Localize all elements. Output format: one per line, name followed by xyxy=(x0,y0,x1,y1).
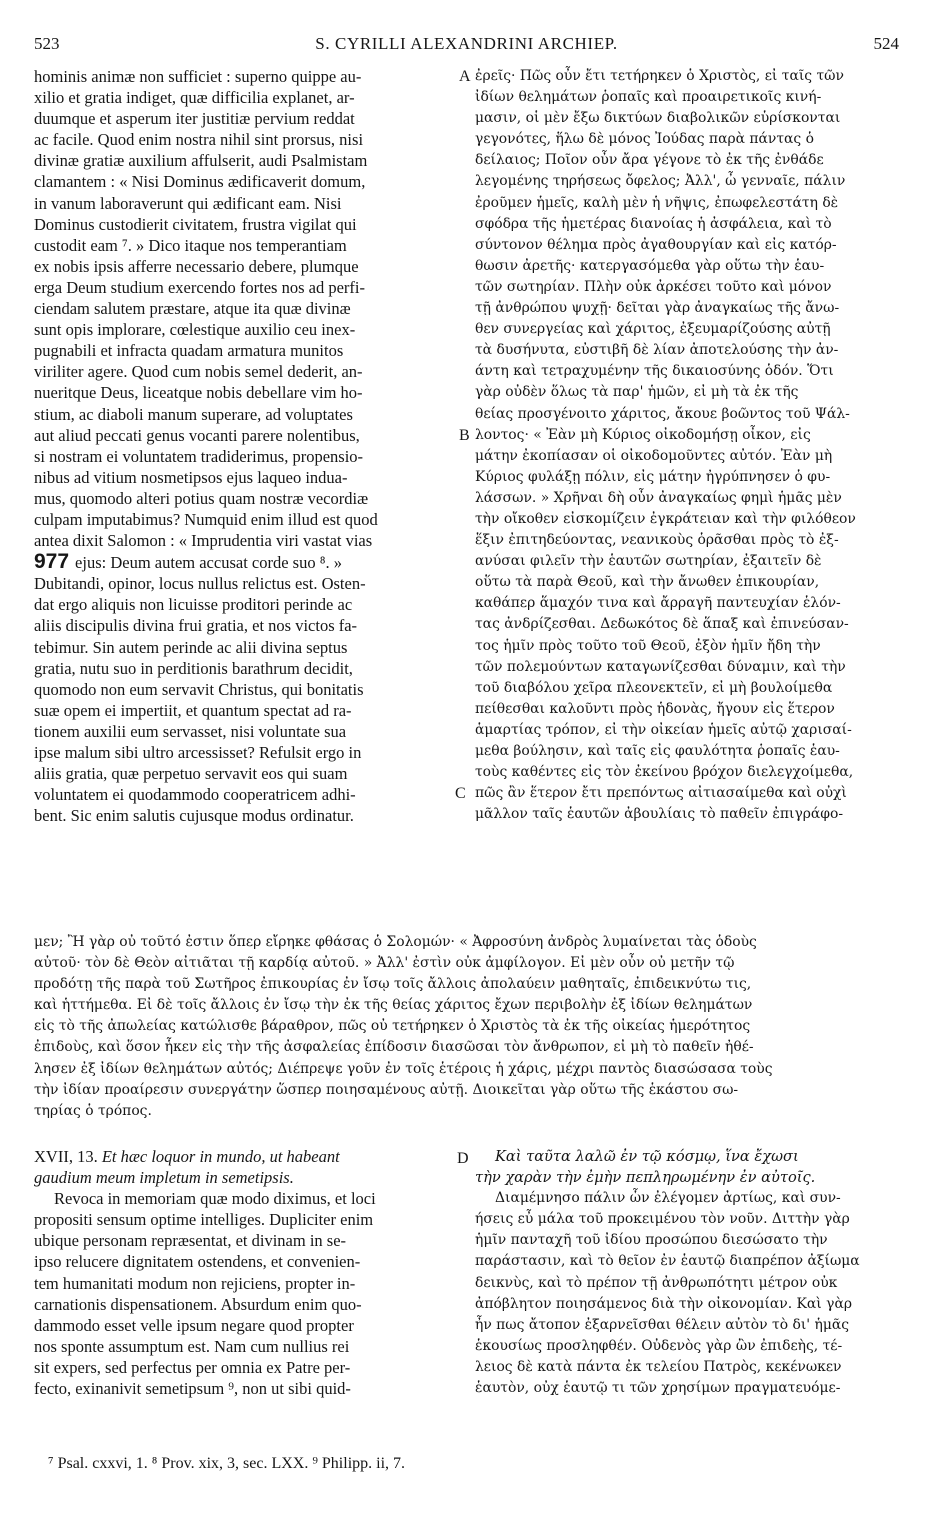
text-line: εἰς τὸ τῆς ἀπωλείας κατώλισθε βάραθρον, πῶς οὐ τετήρηκεν ὁ Χριστὸς τὰ ἐκ τῆς οἰκείας ἡμερότητος xyxy=(34,1018,751,1035)
text-line: ἐρεῖς· Πῶς οὖν ἔτι τετήρηκεν ὁ Χριστὸς, εἰ ταῖς τῶν xyxy=(475,68,844,84)
text-line: dat ergo aliquis non licuisse proditori perinde ac xyxy=(34,595,353,615)
text-line: quomodo non eum servavit Christus, qui bonitatis xyxy=(34,679,364,699)
margin-mark-b: B xyxy=(459,427,470,444)
full-width-greek xyxy=(34,932,904,1128)
text-line: τῶν σωτηρίαν. Πλὴν οὐκ ἀρκέσει τοῦτο καὶ μόνον xyxy=(475,278,832,295)
text-line: aut aliud peccati genus vocanti parere nolentibus, xyxy=(34,425,360,445)
text-line: ipso relucere dignitatem ostendens, et convenien- xyxy=(34,1252,361,1272)
text-line: τὴν ἰδίαν προαίρεσιν συνεργάτην ὥσπερ ποιησαμένους αὐτῇ. Διοικεῖται γὰρ οὕτω τῆς ἑκάστου σω- xyxy=(34,1081,739,1098)
text-line: οὕτω τὰ παρὰ Θεοῦ, καὶ τὴν ἄνωθεν ἐπικουρίαν, xyxy=(475,574,820,591)
text-line: mus, quomodo alteri potius quam nostræ vecordiæ xyxy=(34,488,369,508)
text-line: Dominus custodierit civitatem, frustra vigilat qui xyxy=(34,214,357,234)
text-line: nos sponte assumptum est. Nam cum nullius rei xyxy=(34,1336,350,1356)
text-line: μασιν, οἱ μὲν ἔξω δικτύων διαβολικῶν εὑρίσκονται xyxy=(475,110,841,127)
text-line: ac facile. Quod enim nostra nihil sint prorsus, nisi xyxy=(34,130,364,150)
greek-heading-1: Καὶ ταῦτα λαλῶ ἐν τῷ κόσμῳ, ἵνα ἔχωσι xyxy=(495,1148,799,1165)
margin-mark-c: C xyxy=(455,785,466,802)
text-line: nibus ad vitium nosmetipsos ejus laqueo indua- xyxy=(34,467,348,487)
text-line: λεγομένης τηρήσεως ὄφελος; Ἀλλ', ὦ γενναῖε, πάλιν xyxy=(475,173,846,190)
text-line: tebimur. Sin autem perinde ac alii divina septus xyxy=(34,637,348,657)
text-line: voluntatem ei quodammodo cooperatricem adhi- xyxy=(34,785,356,805)
text-line: προδότῃ τῆς παρὰ τοῦ Σωτῆρος ἐπικουρίας ἐν ἴσῳ τοῖς ἄλλοις ἀπολαύειν μαθηταῖς, ἐπιδεικνύτω τις, xyxy=(34,976,752,993)
text-line: τηρίας ὁ τρόπος. xyxy=(34,1102,152,1119)
text-line: άντη καὶ τετραχυμένην τῆς δικαιοσύνης ὁδόν. Ὅτι xyxy=(475,363,834,380)
text-line: custodit eam ⁷. » Dico itaque nos temperantiam xyxy=(34,235,347,255)
text-line: θείας προσγένοιτο χάριτος, ἄκουε βοῶντος τοῦ Ψάλ- xyxy=(475,405,850,422)
text-line: aliis discipulis divina frui gratia, et nos victos fa- xyxy=(34,616,358,636)
text-line: ανύσαι φιλεῖν τὴν ἑαυτῶν σωτηρίαν, ἐξαιτεῖν δὲ xyxy=(475,553,822,570)
text-line: ἀπόβλητον ποιησάμενος διὰ τὴν οἰκονομίαν. Καὶ γὰρ xyxy=(475,1295,853,1312)
margin-mark-a: A xyxy=(459,68,471,85)
text-line: τας ἀνδρίζεσθαι. Δεδωκότος δὲ ἅπαξ καὶ ἐπινεύσαν- xyxy=(475,616,849,633)
text-line: duumque et asperum iter justitiæ pervium reddat xyxy=(34,109,355,129)
text-line: ἰδίων θελημάτων ῥοπαῖς καὶ προαιρετικοῖς κινή- xyxy=(475,89,822,106)
text-line: μεθα βούλησιν, καὶ ταῖς εἰς φαυλότητα ῥοπαῖς ἑαυ- xyxy=(475,743,840,759)
text-line: δείλαιος; Ποῖον οὖν ἄρα γέγονε τὸ ἐκ τῆς ἐνθάδε xyxy=(475,152,824,169)
text-line: λειος δὲ κατὰ πάντα ἐκ τελείου Πατρὸς, κεκένωκεν xyxy=(475,1358,842,1375)
text-line: τὰ δυσήνυτα, εὐστιβῆ δὲ λίαν ἀποτελούσης τὴν ἀν- xyxy=(475,342,839,359)
greek-column-bottom xyxy=(475,1146,903,1416)
text-line: suæ opem ei impertiit, et quantum spectat ad ra- xyxy=(34,700,352,720)
text-line: ciendam salutem præstare, atque ita quæ divinæ xyxy=(34,299,351,319)
text-line: divinæ gratiæ auxilium affulserit, audi Psalmistam xyxy=(34,151,368,171)
text-line: μεν; Ἢ γὰρ οὐ τοῦτό ἐστιν ὅπερ εἴρηκε φθάσας ὁ Σολομών· « Ἀφροσύνη ἀνδρὸς λυμαίνεται τὰς ὁδοὺς xyxy=(34,934,757,950)
text-line: λοντος· « Ἐὰν μὴ Κύριος οἰκοδομήσῃ οἶκον, εἰς xyxy=(475,426,811,443)
line-text: ejus: Deum autem accusat corde suo ⁸. » xyxy=(75,553,342,573)
text-line: ἑαυτὸν, οὐχ ἑαυτῷ τι τῶν χρησίμων πραγματευόμε- xyxy=(475,1380,841,1397)
text-line: hominis animæ non sufficiet : superno quippe au- xyxy=(34,67,362,86)
page-number-right: 524 xyxy=(873,34,899,53)
text-line: γεγονότες, ἥλω δὲ μόνος Ἰούδας παρὰ πάντας ὁ xyxy=(475,131,814,148)
text-line: πείθεσθαι καλοῦντι πρὸς ἡδονὰς, ἤγουν εἰς ἕτερον xyxy=(475,700,835,717)
text-line: ἁμαρτίας τρόπον, εἰ τὴν οἰκείαν ἡμεῖς αὐτῷ χαρισαί- xyxy=(475,721,852,738)
text-line: culpam imputabimus? Numquid enim illud est quod xyxy=(34,509,378,529)
text-line: ἑκουσίως προσληφθέν. Οὐδενὸς γὰρ ὢν ἐπιδεὴς, τέ- xyxy=(475,1337,843,1354)
text-line: σύντονον θέλημα πρὸς ἀγαθουργίαν καὶ εἰς κατόρ- xyxy=(475,236,837,253)
text-line: pugnabili et infracta quadam armatura munitos xyxy=(34,341,344,361)
text-line: τοῦ διαβόλου χεῖρα πλεονεκτεῖν, εἰ μὴ βουλοίμεθα xyxy=(475,679,833,696)
text-line: in vanum laboraverunt qui ædificant eam. Nisi xyxy=(34,193,342,213)
text-line: tem humanitati modum non rejiciens, propter in- xyxy=(34,1273,356,1293)
text-line: bent. Sic enim salutis cujusque modus ordinatur. xyxy=(34,806,354,826)
running-title: S. CYRILLI ALEXANDRINI ARCHIEP. xyxy=(315,34,618,53)
latin-heading-text-1: Et hæc loquor in mundo, ut habeant xyxy=(97,1147,340,1166)
text-line: viriliter agere. Quod cum nobis semel dederit, an- xyxy=(34,362,363,382)
text-line: πῶς ἂν ἕτερον ἔτι πρεπόντως αἰτιασαίμεθα καὶ οὐχὶ xyxy=(475,785,847,802)
text-line: sit expers, sed perfectus per omnia ex Patre per- xyxy=(34,1357,351,1377)
text-line: si nostram ei voluntatem tradiderimus, propensio- xyxy=(34,446,364,466)
text-line: carnationis dispensationem. Absurdum enim quo- xyxy=(34,1294,362,1314)
text-line: gratia, nutu suo in perditionis barathrum decidit, xyxy=(34,658,353,678)
text-line: clamantem : « Nisi Dominus ædificaverit domum, xyxy=(34,172,366,192)
text-line: καὶ ἡττήμεθα. Εἰ δὲ τοῖς ἄλλοις ἐν ἴσῳ τὴν ἐκ τῆς θείας χάριτος ἔχων περιβολὴν ἐξ ἰδίων θελημάτων xyxy=(34,997,753,1014)
latin-column-bottom xyxy=(34,1146,459,1416)
page-number-left: 523 xyxy=(34,34,60,53)
greek-heading-2: τὴν χαρὰν τὴν ἐμὴν πεπληρωμένην ἐν αὐτοῖς. xyxy=(475,1169,816,1187)
text-line: καθάπερ ἅμαχόν τινα καὶ ἄρραγῆ παντευχίαν ἑλόν- xyxy=(475,595,841,612)
text-line: αὐτοῦ· τὸν δὲ Θεὸν αἰτιᾶται τῇ καρδίᾳ αὐτοῦ. » Ἀλλ' ἐστὶν οὐκ ἀμφίλογον. Εἰ μὲν οὖν οὐ μετῆν τῷ xyxy=(34,955,735,972)
text-line: λησεν ἐξ ἰδίων θελημάτων αὐτός; Διέπρεψε γοῦν ἐν τοῖς ἑτέροις ἡ χάρις, μέχρι παντὸς διασώσασα τοὺς xyxy=(34,1060,773,1077)
text-line: παράστασιν, καὶ τὸ θεῖον ἐν ἑαυτῷ διαπρέπον ἀξίωμα xyxy=(475,1253,860,1270)
text-line: θωσιν ἀρετῆς· κατεργασόμεθα γὰρ οὕτω τὴν ἑαυ- xyxy=(475,257,825,274)
text-line: Κύριος φυλάξῃ πόλιν, εἰς μάτην ἠγρύπνησεν ὁ φυ- xyxy=(475,468,831,485)
text-line: τοὺς καθέντες εἰς τὸν ἐκείνου βρόχον διελεγχοίμεθα, xyxy=(475,764,854,781)
text-line: τος ἡμῖν πρὸς τοῦτο τοῦ Θεοῦ, ἐξὸν ἡμῖν ἤδη τὴν xyxy=(475,637,821,654)
text-line: ἕξιν ἐπιτηδεύοντας, νεανικοὺς ὁρᾶσθαι πρὸς τὸ ἐξ- xyxy=(475,532,839,549)
text-line: Revoca in memoriam quæ modo diximus, et loci xyxy=(54,1189,376,1209)
text-line: stium, ac diaboli manum superare, ad voluptates xyxy=(34,404,353,424)
text-line: γὰρ οὐδὲν ὅλως τὰ παρ' ἡμῶν, εἰ μὴ τὰ ἐκ τῆς xyxy=(475,384,799,401)
text-line: sunt opis implorare, cœlestique auxilio ceu inex- xyxy=(34,320,356,340)
text-line: θεν συνεργείας καὶ χάριτος, ἐξευμαρίζούσης αὐτῇ xyxy=(475,321,831,338)
text-line: propositi sensum optime intelliges. Dupliciter enim xyxy=(34,1210,374,1230)
text-line: τῇ ἀνθρώπου ψυχῇ· δεῖται γὰρ ἀναγκαίως τῆς ἄνω- xyxy=(475,300,840,317)
column-number: 977 xyxy=(34,550,70,574)
text-line: nueritque Deus, liceatque nobis debellare vim ho- xyxy=(34,383,363,403)
footnotes: ⁷ Psal. cxxvi, 1. ⁸ Prov. xix, 3, sec. LXX. ⁹ Philipp. ii, 7. xyxy=(48,1455,406,1472)
text-line: aliis gratia, quæ perpetuo servavit eos qui suam xyxy=(34,764,348,784)
latin-heading-line xyxy=(34,1146,459,1167)
text-line: ipse malum sibi ultro arcessisset? Refulsit ergo in xyxy=(34,743,362,762)
text-line: ex nobis ipsis afferre necessario debere, plumque xyxy=(34,256,359,276)
text-line: λάσσων. » Χρῆναι δὴ οὖν ἀναγκαίως φημὶ ἡμᾶς μὲν xyxy=(475,489,842,506)
text-line: μάτην ἐκοπίασαν οἱ οἰκοδομοῦντες αὐτόν. Ἐὰν μὴ xyxy=(475,447,833,464)
text-line: xilio et gratia indiget, quæ difficilia explanet, ar- xyxy=(34,88,355,108)
text-line: ήσεις εὖ μάλα τοῦ προκειμένου τὸν νοῦν. Διττὴν γὰρ xyxy=(475,1211,850,1228)
greek-column-top xyxy=(475,66,903,831)
text-line: dammodo esset velle ipsum negare quod propter xyxy=(34,1315,354,1335)
text-line: Διαμέμνησο πάλιν ὧν ἐλέγομεν ἀρτίως, καὶ συν- xyxy=(495,1190,841,1207)
text-line: τῶν πολεμούντων καταγωνίζεσθαι δύναμιν, καὶ τὴν xyxy=(475,658,846,675)
text-line: tionem auxilii eum servasset, nisi voluntate sua xyxy=(34,721,347,741)
text-line: ἦν πως ἄτοπον ἐξαρνεῖσθαι θέλειν αὐτὸν τὸ δι' ἡμᾶς xyxy=(475,1316,850,1333)
text-line: τὴν οἴκοθεν εἰσκομίζειν ἐγκράτειαν καὶ τὴν φιλόθεον xyxy=(475,510,856,527)
text-line: antea dixit Salomon : « Imprudentia viri vastat vias xyxy=(34,531,373,551)
latin-heading-ref: XVII, 13. xyxy=(34,1147,98,1166)
text-line: μᾶλλον ταῖς ἑαυτῶν ἀβουλίαις τὸ παθεῖν ἐπιγράφο- xyxy=(475,806,844,823)
text-line: σφόδρα τῆς ἡμετέρας διανοίας ἡ ἀσφάλεια, καὶ τὸ xyxy=(475,215,832,232)
text-line: ubique personam repræsentat, et divinam in se- xyxy=(34,1231,347,1251)
margin-mark-d: D xyxy=(457,1150,469,1167)
text-line xyxy=(34,551,459,573)
text-line: ἡμῖν πανταχῆ τοῦ ἰδίου προσώπου διεσώσατο τὴν xyxy=(475,1232,828,1249)
latin-column-top xyxy=(34,66,459,831)
text-line: ἐροῦμεν ἡμεῖς, καλὴ μὲν ἡ νῆψις, ἐπωφελεστάτη δὲ xyxy=(475,194,839,211)
running-header xyxy=(34,34,899,60)
text-line: δεικνὺς, καὶ τὸ πρέπον τῇ ἀνθρωπότητι μέτρον οὐκ xyxy=(475,1274,838,1291)
text-line: Dubitandi, opinor, locus nullus relictus est. Osten- xyxy=(34,574,366,594)
text-line: ἐπιδοὺς, καὶ ὅσον ἧκεν εἰς τὴν τῆς ἀσφαλείας ἐπίδοσιν διασῶσαι τὸν ἄνθρωπον, εἰ μὴ τὸ παθεῖν ἠθέ- xyxy=(34,1039,754,1056)
text-line: fecto, exinanivit semetipsum ⁹, non ut sibi quid- xyxy=(34,1379,351,1399)
latin-heading-text-2: gaudium meum impletum in semetipsis. xyxy=(34,1168,294,1188)
text-line: erga Deum studium exercendo fortes nos ad perfi- xyxy=(34,277,365,297)
